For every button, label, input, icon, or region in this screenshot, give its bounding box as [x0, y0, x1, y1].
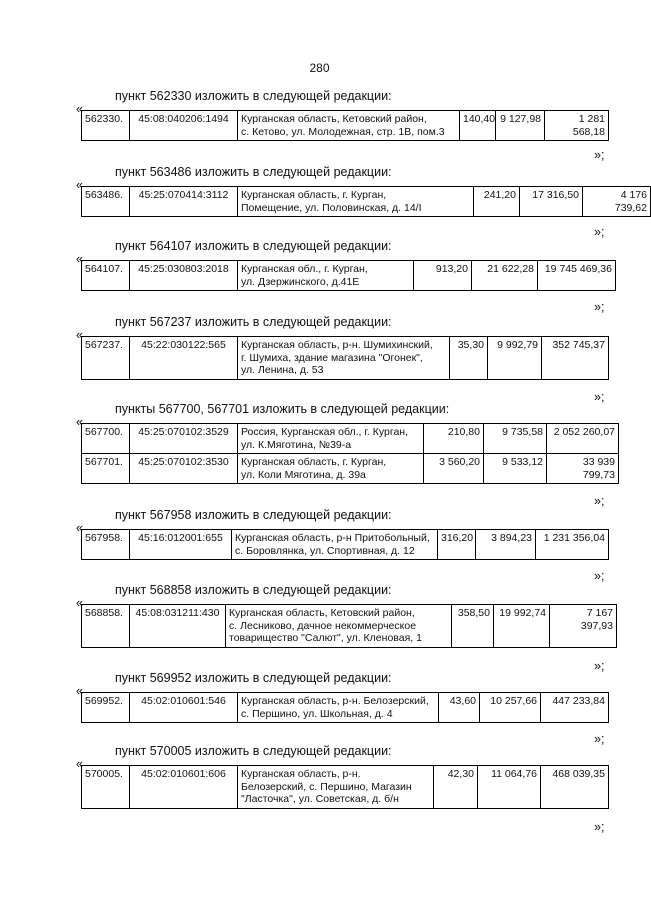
record-number: 564107. — [82, 261, 130, 291]
opening-quote: « — [76, 252, 83, 266]
record-table — [81, 423, 619, 484]
amendment-intro: пункт 568858 изложить в следующей редакции: — [115, 583, 392, 597]
cadastral-number: 45:02:010601:606 — [130, 766, 238, 809]
record-table — [81, 336, 609, 380]
address-line: ул. Дзержинского, д.41Е — [241, 275, 360, 288]
closing-quote: »; — [594, 732, 605, 746]
cadastral-cost: 1 231 356,04 — [536, 530, 609, 560]
record-table — [81, 765, 609, 809]
opening-quote: « — [76, 102, 83, 116]
area-value: 210,80 — [424, 424, 484, 454]
table-row — [82, 111, 609, 141]
cadastral-cost: 33 939 799,73 — [547, 454, 619, 484]
area-value: 140,40 — [460, 111, 496, 141]
cadastral-cost: 2 052 260,07 — [547, 424, 619, 454]
closing-quote: »; — [594, 569, 605, 583]
cadastral-rate: 17 316,50 — [520, 187, 583, 217]
cadastral-rate: 9 127,98 — [496, 111, 545, 141]
address-line: ул. Коли Мяготина, д. 39а — [241, 468, 366, 481]
record-table — [81, 692, 609, 723]
closing-quote: »; — [594, 225, 605, 239]
record-table — [81, 529, 609, 560]
address-line: Белозерский, с. Першино, Магазин — [241, 780, 412, 793]
cadastral-cost: 468 039,35 — [541, 766, 609, 809]
area-value: 241,20 — [474, 187, 520, 217]
closing-quote: »; — [594, 659, 605, 673]
address-line: с. Лесниково, дачное некоммерческое — [229, 619, 417, 632]
record-number: 570005. — [82, 766, 130, 809]
amendment-intro: пункт 567237 изложить в следующей редакции: — [115, 315, 392, 329]
amendment-intro: пункты 567700, 567701 изложить в следующей редакции: — [115, 402, 450, 416]
amendment-intro: пункт 569952 изложить в следующей редакции: — [115, 671, 392, 685]
cadastral-cost: 447 233,84 — [541, 693, 609, 723]
address-cell — [232, 530, 438, 560]
address-cell — [238, 261, 414, 291]
address-cell — [238, 187, 474, 217]
closing-quote: »; — [594, 300, 605, 314]
opening-quote: « — [76, 596, 83, 610]
cadastral-number: 45:08:031211:430 — [130, 605, 226, 648]
address-line: Курганская обл., г. Курган, — [241, 263, 368, 275]
table-row — [82, 605, 617, 648]
address-cell — [226, 605, 452, 648]
address-cell — [238, 337, 450, 380]
opening-quote: « — [76, 757, 83, 771]
table-row — [82, 454, 619, 484]
address-line: Помещение, ул. Половинская, д. 14/I — [241, 201, 422, 214]
amendment-intro: пункт 567958 изложить в следующей редакции: — [115, 508, 392, 522]
amendment-intro: пункт 562330 изложить в следующей редакции: — [115, 89, 392, 103]
address-line: с. Кетово, ул. Молодежная, стр. 1В, пом.3 — [241, 125, 445, 138]
area-value: 358,50 — [452, 605, 494, 648]
record-number: 569952. — [82, 693, 130, 723]
address-line: Курганская область, р-н. Белозерский, — [241, 695, 429, 707]
record-table — [81, 186, 651, 217]
opening-quote: « — [76, 328, 83, 342]
address-line: Курганская область, Кетовский район, — [241, 113, 427, 125]
opening-quote: « — [76, 178, 83, 192]
cadastral-number: 45:08:040206:1494 — [130, 111, 238, 141]
table-row — [82, 424, 619, 454]
cadastral-number: 45:25:070102:3529 — [130, 424, 238, 454]
cadastral-rate: 9 992,79 — [488, 337, 542, 380]
address-line: товарищество "Салют", ул. Кленовая, 1 — [229, 632, 422, 644]
closing-quote: »; — [594, 820, 605, 834]
record-table — [81, 260, 616, 291]
address-line: Курганская область, р-н Притобольный, — [235, 532, 430, 544]
area-value: 913,20 — [414, 261, 472, 291]
record-table — [81, 604, 617, 648]
cadastral-number: 45:02:010601:546 — [130, 693, 238, 723]
cadastral-rate: 9 533,12 — [484, 454, 547, 484]
cadastral-number: 45:25:070414:3112 — [130, 187, 238, 217]
address-cell — [238, 766, 434, 809]
address-line: ул. Ленина, д. 53 — [241, 364, 324, 376]
area-value: 316,20 — [438, 530, 476, 560]
cadastral-cost: 19 745 469,36 — [538, 261, 616, 291]
area-value: 43,60 — [439, 693, 480, 723]
cadastral-cost: 7 167 397,93 — [550, 605, 617, 648]
closing-quote: »; — [594, 494, 605, 508]
table-row — [82, 530, 609, 560]
cadastral-number: 45:16:012001:655 — [130, 530, 232, 560]
cadastral-number: 45:22:030122:565 — [130, 337, 238, 380]
cadastral-number: 45:25:070102:3530 — [130, 454, 238, 484]
closing-quote: »; — [594, 390, 605, 404]
address-cell — [238, 693, 439, 723]
address-line: Курганская область, г. Курган, — [241, 456, 387, 468]
cadastral-cost: 1 281 568,18 — [545, 111, 609, 141]
cadastral-rate: 19 992,74 — [494, 605, 550, 648]
address-cell — [238, 424, 424, 454]
record-number: 562330. — [82, 111, 130, 141]
address-line: Россия, Курганская обл., г. Курган, — [241, 426, 408, 438]
amendment-intro: пункт 563486 изложить в следующей редакции: — [115, 165, 392, 179]
cadastral-rate: 3 894,23 — [476, 530, 536, 560]
address-line: Курганская область, р-н. — [241, 768, 361, 780]
record-number: 567700. — [82, 424, 130, 454]
address-cell — [238, 454, 424, 484]
opening-quote: « — [76, 415, 83, 429]
record-table — [81, 110, 609, 141]
table-row — [82, 766, 609, 809]
record-number: 567958. — [82, 530, 130, 560]
address-line: г. Шумиха, здание магазина "Огонек", — [241, 351, 423, 364]
cadastral-rate: 21 622,28 — [472, 261, 538, 291]
address-line: с. Першино, ул. Школьная, д. 4 — [241, 707, 393, 720]
address-line: ул. К.Мяготина, №39-а — [241, 438, 352, 451]
cadastral-rate: 9 735,58 — [484, 424, 547, 454]
amendment-intro: пункт 570005 изложить в следующей редакции: — [115, 744, 392, 758]
page-number: 280 — [309, 61, 330, 75]
opening-quote: « — [76, 684, 83, 698]
address-cell — [238, 111, 460, 141]
cadastral-cost: 4 176 739,62 — [583, 187, 651, 217]
address-line: Курганская область, г. Курган, — [241, 189, 387, 201]
cadastral-number: 45:25:030803:2018 — [130, 261, 238, 291]
area-value: 3 560,20 — [424, 454, 484, 484]
area-value: 35,30 — [450, 337, 488, 380]
cadastral-rate: 10 257,66 — [480, 693, 541, 723]
table-row — [82, 261, 616, 291]
cadastral-rate: 11 064,76 — [478, 766, 541, 809]
record-number: 568858. — [82, 605, 130, 648]
address-line: с. Боровлянка, ул. Спортивная, д. 12 — [235, 544, 415, 557]
address-line: Курганская область, Кетовский район, — [229, 607, 415, 619]
address-line: Курганская область, р-н. Шумихинский, — [241, 339, 433, 351]
area-value: 42,30 — [434, 766, 478, 809]
amendment-intro: пункт 564107 изложить в следующей редакции: — [115, 239, 392, 253]
table-row — [82, 187, 651, 217]
table-row — [82, 337, 609, 380]
closing-quote: »; — [594, 148, 605, 162]
address-line: "Ласточка", ул. Советская, д. б/н — [241, 793, 399, 805]
opening-quote: « — [76, 521, 83, 535]
table-row — [82, 693, 609, 723]
record-number: 563486. — [82, 187, 130, 217]
record-number: 567701. — [82, 454, 130, 484]
cadastral-cost: 352 745,37 — [542, 337, 609, 380]
record-number: 567237. — [82, 337, 130, 380]
